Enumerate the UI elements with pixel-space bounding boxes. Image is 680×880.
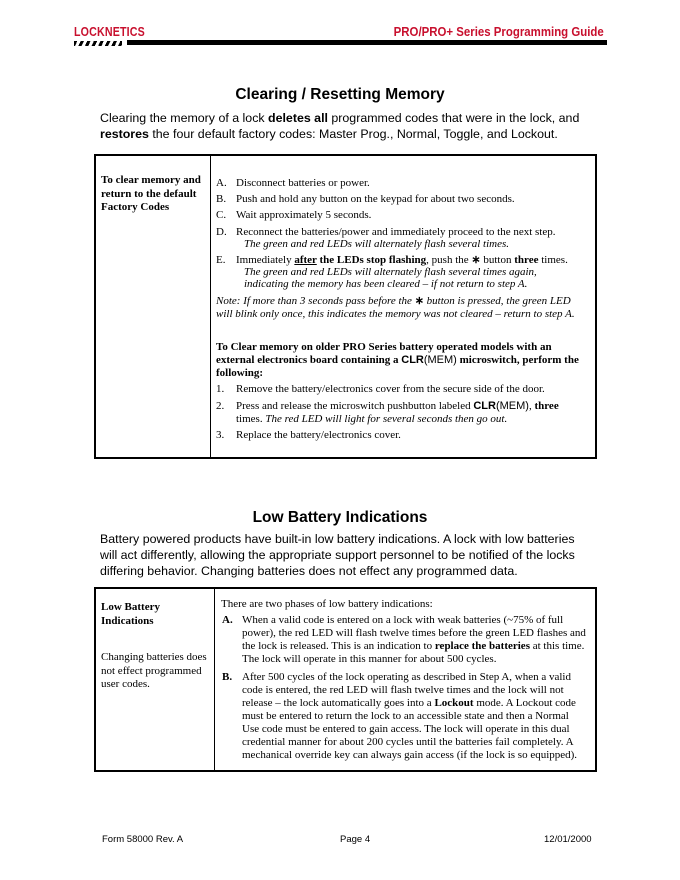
footer-form-number: Form 58000 Rev. A — [102, 834, 184, 845]
low-battery-label: Low Battery Indications — [101, 601, 160, 627]
memory-note-line-1: Note: If more than 3 seconds pass before the ∗ button is pressed, the green LED — [216, 295, 571, 307]
step-a: Disconnect batteries or power. — [236, 177, 370, 189]
clear-memory-table — [94, 154, 597, 459]
star-key-icon: ∗ — [414, 295, 424, 307]
step-b: Push and hold any button on the keypad for about two seconds. — [236, 193, 515, 205]
phase-a-line-1: When a valid code is entered on a lock with weak batteries (~75% of full — [242, 614, 564, 626]
logo-stripes — [74, 41, 122, 46]
star-key-icon: ∗ — [471, 254, 481, 266]
phase-b-line-3: release – the lock automatically goes into a Lockout mode. A Lockout code — [242, 697, 576, 709]
phase-b-line-2: code is entered, the red LED will flash twelve times and the lock will not — [242, 684, 564, 696]
section-title-clearing: Clearing / Resetting Memory — [235, 86, 445, 103]
table-divider — [210, 156, 211, 457]
footer-page-number: Page 4 — [340, 834, 371, 845]
phase-a-line-3: the lock is released. This is an indication to replace the batteries at this time. — [242, 640, 585, 652]
older-step-2: Press and release the microswitch pushbutton labeled CLR(MEM), three — [236, 400, 559, 412]
older-models-heading-2: external electronics board containing a CLR(MEM) microswitch, perform the — [216, 354, 579, 366]
table-divider — [214, 589, 215, 770]
step-e-note-2: indicating the memory has been cleared – if not return to step A. — [244, 278, 528, 290]
header-rule — [127, 40, 607, 45]
step-marker: 3. — [216, 429, 225, 441]
step-d: Reconnect the batteries/power and immediately proceed to the next step. — [236, 226, 556, 238]
phase-marker: B. — [222, 671, 233, 683]
step-marker: C. — [216, 209, 227, 221]
step-marker: A. — [216, 177, 227, 189]
phases-intro: There are two phases of low battery indications: — [221, 598, 433, 610]
clear-memory-label: To clear memory and return to the default Factory Codes — [101, 174, 201, 213]
phase-b-line-5: Use code must be entered to gain access. The lock will operate in this dual — [242, 723, 570, 735]
section2-intro: Battery powered products have built-in low battery indications. A lock with low batteries will act differently, allowing the appropriate support personnel to be notified of the locks differing behavior. Changing batteries does not effect any programmed data. — [100, 532, 575, 578]
older-step-3: Replace the battery/electronics cover. — [236, 429, 401, 441]
section-title-low-battery: Low Battery Indications — [252, 509, 428, 526]
phase-b-line-4: must be entered to return the lock to an accessible state and then a Normal — [242, 710, 569, 722]
phase-b-line-6: credential manner for about 200 cycles until the batteries fail completely. A — [242, 736, 574, 748]
step-marker: B. — [216, 193, 227, 205]
footer-date: 12/01/2000 — [544, 834, 592, 845]
low-battery-table — [94, 587, 597, 772]
older-step-2-line-2: times. The red LED will light for several seconds then go out. — [236, 413, 508, 425]
older-models-heading-3: following: — [216, 367, 264, 379]
phase-b-line-1: After 500 cycles of the lock operating as described in Step A, when a valid — [242, 671, 571, 683]
phase-b-line-7: mechanical override key can always gain access (if the lock is so equipped). — [242, 749, 578, 761]
phase-marker: A. — [222, 614, 233, 626]
step-d-note: The green and red LEDs will alternately flash several times. — [244, 238, 509, 250]
memory-note-line-2: will blink only once, this indicates the memory was not cleared – return to step A. — [216, 308, 575, 320]
older-step-1: Remove the battery/electronics cover from the secure side of the door. — [236, 383, 545, 395]
step-marker: E. — [216, 254, 226, 266]
step-marker: 1. — [216, 383, 225, 395]
step-e-note-1: The green and red LEDs will alternately flash several times again, — [244, 266, 537, 278]
low-battery-note: Changing batteries does not effect programmed user codes. — [101, 651, 207, 690]
brand-logo: LOCKNETICS — [74, 24, 145, 39]
step-e: Immediately after the LEDs stop flashing, push the ∗ button three times. — [236, 254, 568, 266]
section1-intro: Clearing the memory of a lock deletes all programmed codes that were in the lock, and restores the four default factory codes: Master Prog., Normal, Toggle, and Lockout. — [100, 111, 580, 141]
step-marker: D. — [216, 226, 227, 238]
phase-a-line-4: The lock will operate in this manner for about 500 cycles. — [242, 653, 497, 665]
step-marker: 2. — [216, 400, 225, 412]
phase-a-line-2: power), the red LED will flash twelve times before the green LED flashes and — [242, 627, 586, 639]
step-c: Wait approximately 5 seconds. — [236, 209, 372, 221]
older-models-heading-1: To Clear memory on older PRO Series battery operated models with an — [216, 341, 552, 353]
guide-title: PRO/PRO+ Series Programming Guide — [393, 24, 604, 39]
